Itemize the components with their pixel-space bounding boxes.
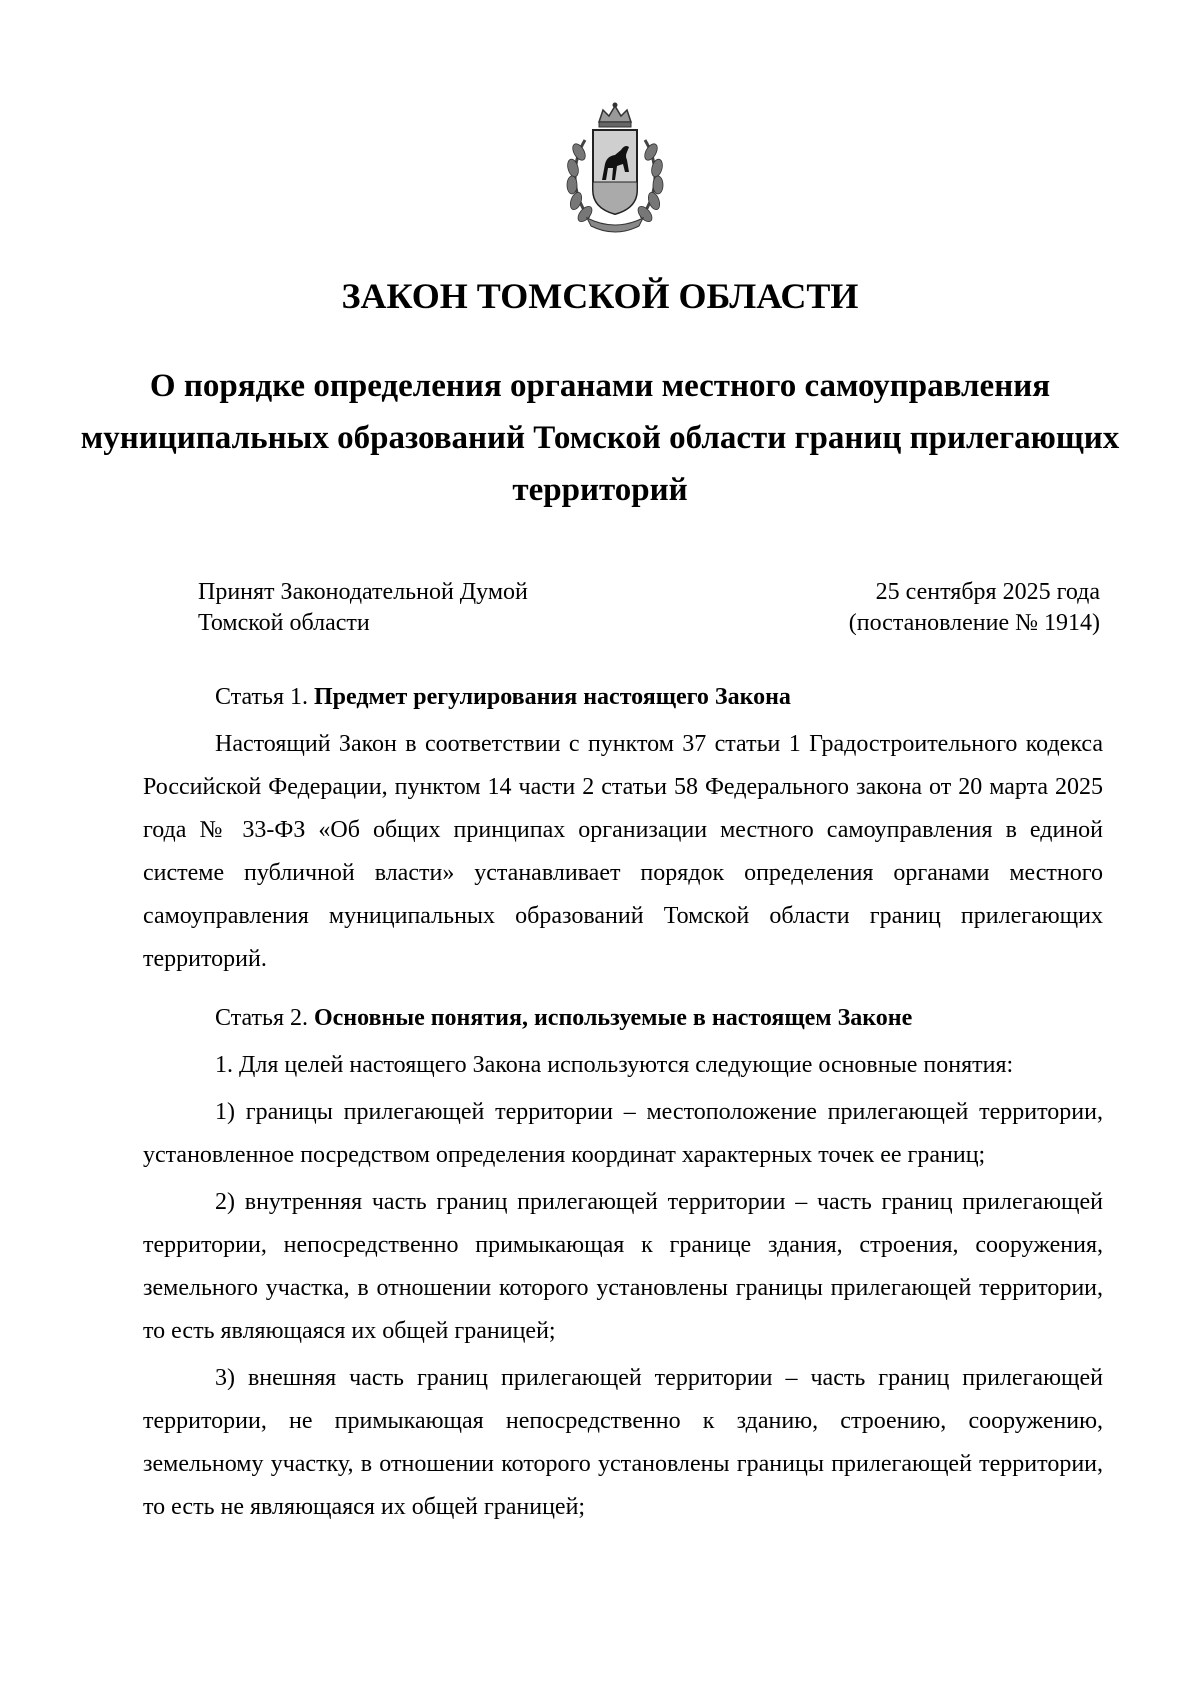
article-2-item: 2) внутренняя часть границ прилегающей территории – часть границ прилегающей территории, непосредственно примыкающая к границе здания, строения, сооружения, земельного участка, в отношении которого установлены границы прилегающей территории, то есть являющаяся их общей границей; (143, 1189, 1103, 1344)
resolution-number: (постановление № 1914) (848, 610, 1100, 636)
article-2-item: 1) границы прилегающей территории – местоположение прилегающей территории, установленное посредством определения координат характерных точек ее границ; (143, 1099, 1103, 1168)
article-1-prefix: Статья 1. (215, 684, 314, 710)
article-2-intro: 1. Для целей настоящего Закона используются следующие основные понятия: (215, 1052, 1014, 1078)
article-2-item: 3) внешняя часть границ прилегающей территории – часть границ прилегающей территории, не примыкающая непосредственно к зданию, строению, сооружению, земельному участку, в отношении которого установлены границы прилегающей территории, то есть не являющаяся их общей границей; (143, 1365, 1103, 1520)
article-2-prefix: Статья 2. (215, 1005, 314, 1031)
adoption-date (849, 577, 1100, 639)
article-1-heading (143, 676, 1103, 719)
law-subtitle: О порядке определения органами местного самоуправления муниципальных образований Томской области границ прилегающих территорий (80, 368, 1120, 508)
article-1-text: Настоящий Закон в соответствии с пунктом 37 статьи 1 Градостроительного кодекса Российской Федерации, пунктом 14 части 2 статьи 58 Федерального закона от 20 марта 2025 года № 33-ФЗ «Об общих принципах организации местного самоуправления в единой системе публичной власти» устанавливает порядок определения органами местного самоуправления муниципальных образований Томской области границ прилегающих территорий. (143, 731, 1103, 972)
article-2-heading (143, 997, 1103, 1040)
article-2-title: Основные понятия, используемые в настоящем Законе (313, 1005, 913, 1031)
adoption-body-line1: Принят Законодательной Думой (198, 579, 528, 605)
adoption-date-line: 25 сентября 2025 года (875, 579, 1100, 605)
tomsk-region-coat-of-arms-icon (555, 100, 675, 235)
document-title: ЗАКОН ТОМСКОЙ ОБЛАСТИ (341, 276, 859, 316)
article-1-title: Предмет регулирования настоящего Закона (313, 684, 791, 710)
adoption-body (198, 577, 528, 639)
law-body (143, 676, 1103, 1529)
adoption-body-line2: Томской области (198, 610, 370, 636)
